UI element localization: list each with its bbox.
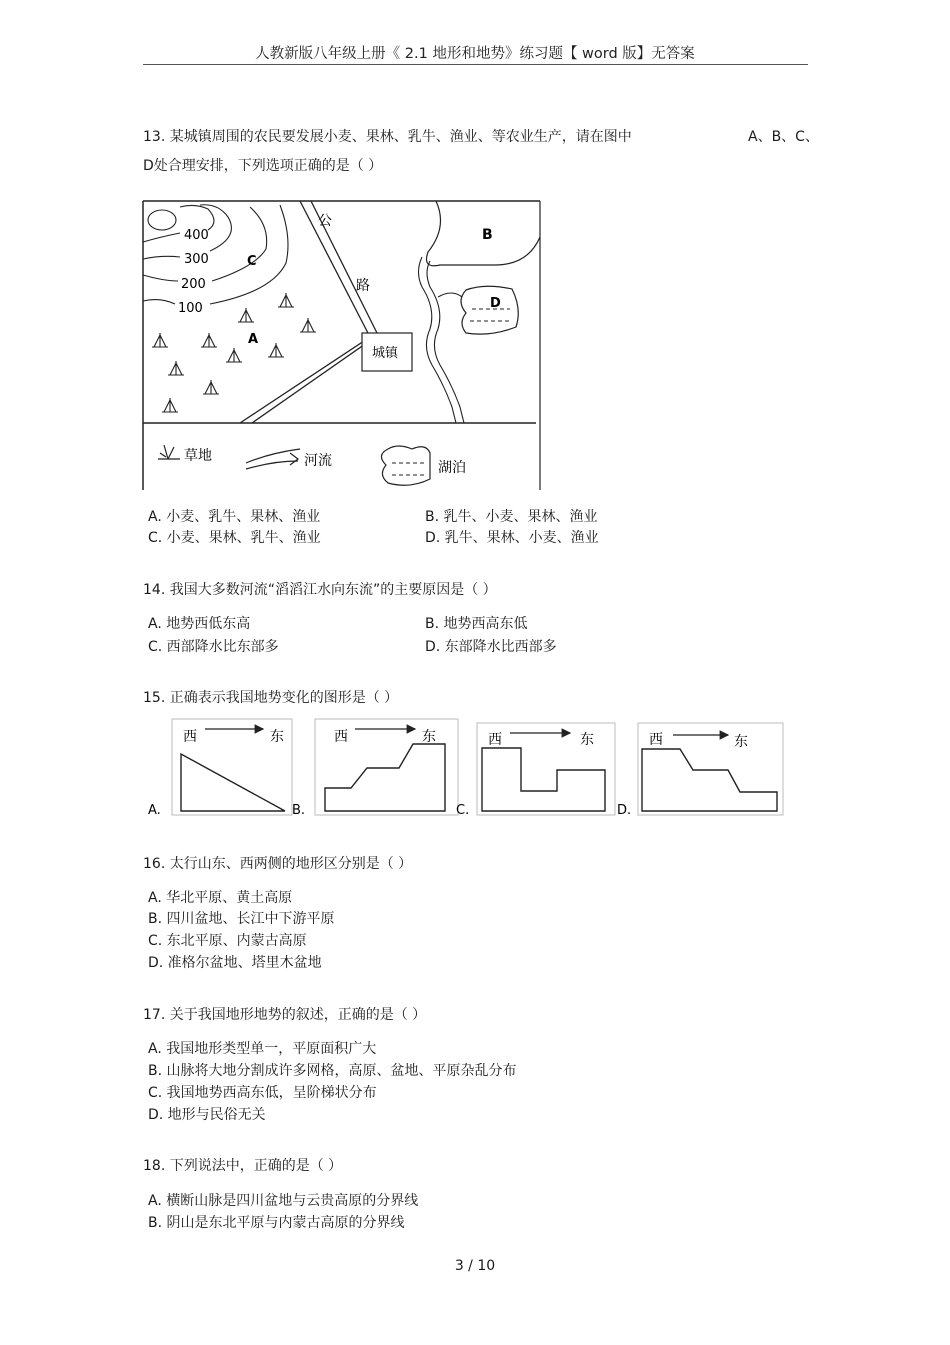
q14-stem: 14. 我国大多数河流“滔滔江水向东流”的主要原因是（ ） [143, 582, 497, 598]
legend-grass-label: 草地 [184, 448, 212, 464]
q15-letter-b: B. [292, 803, 306, 818]
q15-d-east: 东 [734, 734, 748, 750]
map-label-b: B [482, 227, 493, 243]
q15-figure-d [638, 723, 783, 815]
q17-stem: 17. 关于我国地形地势的叙述，正确的是（ ） [143, 1007, 427, 1023]
q13-option-d: D. 乳牛、果林、小麦、渔业 [425, 530, 599, 546]
q15-b-east: 东 [422, 729, 436, 745]
q18-option-a: A. 横断山脉是四川盆地与云贵高原的分界线 [148, 1193, 419, 1209]
q15-stem: 15. 正确表示我国地势变化的图形是（ ） [143, 690, 399, 706]
q13-stem-line2: D处合理安排，下列选项正确的是（ ） [143, 158, 383, 174]
q15-figures [145, 716, 790, 821]
legend-lake-label: 湖泊 [438, 460, 466, 476]
q15-letter-c: C. [456, 803, 470, 818]
contour-label-300: 300 [184, 252, 209, 267]
q16-option-d: D. 准格尔盆地、塔里木盆地 [148, 955, 322, 971]
legend-river-label: 河流 [304, 453, 332, 469]
q15-d-west: 西 [649, 732, 663, 748]
road [240, 201, 378, 423]
river [419, 257, 465, 423]
q15-a-east: 东 [270, 729, 284, 745]
q15-a-west: 西 [183, 729, 197, 745]
legend-lake-icon [381, 446, 430, 485]
road-label-2: 路 [356, 278, 370, 294]
q13-option-b: B. 乳牛、小麦、果林、渔业 [425, 509, 598, 525]
contour-label-400: 400 [184, 228, 209, 243]
q15-figure-a [172, 719, 292, 815]
q16-option-c: C. 东北平原、内蒙古高原 [148, 933, 307, 949]
q15-b-west: 西 [334, 729, 348, 745]
q13-option-c: C. 小麦、果林、乳牛、渔业 [148, 530, 321, 546]
q13-map [140, 197, 546, 494]
page-header: 人教新版八年级上册《 2.1 地形和地势》练习题【 word 版】无答案 [255, 46, 695, 62]
q15-c-east: 东 [580, 732, 594, 748]
page-number: 3 / 10 [454, 1258, 496, 1274]
q17-option-d: D. 地形与民俗无关 [148, 1107, 266, 1123]
q14-option-a: A. 地势西低东高 [148, 616, 251, 632]
header-rule [143, 64, 808, 65]
q15-c-west: 西 [488, 732, 502, 748]
q14-option-d: D. 东部降水比西部多 [425, 639, 557, 655]
q14-option-c: C. 西部降水比东部多 [148, 639, 279, 655]
q16-stem: 16. 太行山东、西两侧的地形区分别是（ ） [143, 856, 413, 872]
q13-option-a: A. 小麦、乳牛、果林、渔业 [148, 509, 321, 525]
road-label-1: 公 [318, 213, 332, 229]
q14-option-b: B. 地势西高东低 [425, 616, 528, 632]
town-label: 城镇 [372, 346, 399, 361]
q15-letter-d: D. [617, 803, 632, 818]
map-label-a: A [248, 332, 259, 347]
map-label-c: C [247, 254, 257, 269]
q16-option-a: A. 华北平原、黄土高原 [148, 890, 293, 906]
q16-option-b: B. 四川盆地、长江中下游平原 [148, 911, 335, 927]
q13-stem-line1: 13. 某城镇周围的农民要发展小麦、果林、乳牛、渔业、等农业生产，请在图中 [143, 129, 632, 145]
contour-label-200: 200 [181, 277, 206, 292]
grass-symbols [152, 293, 316, 412]
legend-grass-icon [158, 445, 180, 459]
contour-label-100: 100 [178, 301, 203, 316]
q15-letter-a: A. [148, 803, 161, 818]
q18-option-b: B. 阴山是东北平原与内蒙古高原的分界线 [148, 1215, 405, 1231]
q17-option-c: C. 我国地势西高东低，呈阶梯状分布 [148, 1085, 377, 1101]
q13-stem-line1-right: A、B、C、 [748, 129, 819, 145]
legend-river-icon [246, 449, 300, 469]
q17-option-a: A. 我国地形类型单一，平原面积广大 [148, 1041, 377, 1057]
q17-option-b: B. 山脉将大地分割成许多网格，高原、盆地、平原杂乱分布 [148, 1063, 517, 1079]
contour-lines [143, 205, 288, 304]
q15-figure-b [315, 719, 458, 815]
q15-figure-c [477, 723, 615, 815]
q18-stem: 18. 下列说法中，正确的是（ ） [143, 1158, 343, 1174]
map-label-d: D [490, 296, 501, 311]
